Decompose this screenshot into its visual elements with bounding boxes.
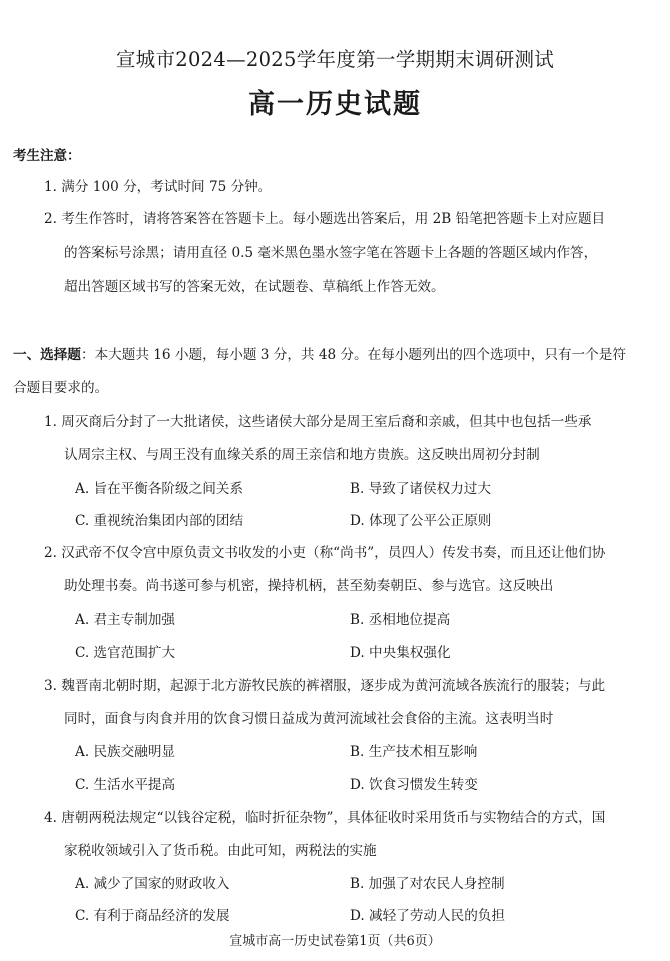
- notice-item-1: 1. 满分 100 分，考试时间 75 分钟。: [44, 179, 272, 195]
- question-3-option-d: D. 饮食习惯发生转变: [350, 777, 478, 793]
- exam-title: 宣城市2024—2025学年度第一学期期末调研测试: [115, 48, 555, 71]
- question-4-option-b: B. 加强了对农民人身控制: [350, 876, 505, 892]
- question-4-stem-line-1: 4. 唐朝两税法规定“以钱谷定税，临时折征杂物”，具体征收时采用货币与实物结合的方式，国: [44, 810, 606, 826]
- question-1-option-a: A. 旨在平衡各阶级之间关系: [75, 481, 243, 497]
- question-3-stem-line-2: 同时，面食与肉食并用的饮食习惯日益成为黄河流域社会食俗的主流。这表明当时: [64, 711, 554, 727]
- question-2-option-b: B. 丞相地位提高: [350, 612, 451, 628]
- notice-heading: 考生注意：: [13, 148, 81, 164]
- question-3-option-a: A. 民族交融明显: [75, 744, 176, 760]
- section-1-intro-text: ：本大题共 16 小题，每小题 3 分，共 48 分。在每小题列出的四个选项中，只有一个是符: [80, 347, 626, 363]
- question-2-option-c: C. 选官范围扩大: [75, 645, 176, 661]
- question-4-option-c: C. 有利于商品经济的发展: [75, 908, 230, 924]
- question-2-option-a: A. 君主专制加强: [75, 612, 176, 628]
- question-1-option-c: C. 重视统治集团内部的团结: [75, 513, 244, 529]
- question-2-stem-line-1: 2. 汉武帝不仅令宫中原负责文书收发的小吏（称“尚书”，员四人）传发书奏，而且还让他们协: [44, 545, 606, 561]
- question-1-option-d: D. 体现了公平公正原则: [350, 513, 492, 529]
- page-footer: 宣城市高一历史试卷第1页（共6页）: [229, 934, 441, 949]
- question-4-option-d: D. 减轻了劳动人民的负担: [350, 908, 505, 924]
- section-1-intro-line-1: [13, 346, 626, 364]
- question-3-option-b: B. 生产技术相互影响: [350, 744, 478, 760]
- subject-title: 高一历史试题: [248, 89, 422, 120]
- question-4-stem-line-2: 家税收领域引入了货币税。由此可知，两税法的实施: [64, 843, 377, 859]
- question-3-option-c: C. 生活水平提高: [75, 777, 176, 793]
- section-1-heading: 一、选择题: [13, 347, 81, 363]
- section-1-intro-line-2: 合题目要求的。: [13, 380, 109, 396]
- question-3-stem-line-1: 3. 魏晋南北朝时期，起源于北方游牧民族的裤褶服，逐步成为黄河流域各族流行的服装；与此: [44, 678, 606, 694]
- notice-item-2-line-2: 的答案标号涂黑；请用直径 0.5 毫米黑色墨水签字笔在答题卡上各题的答题区域内作答，: [64, 245, 598, 261]
- question-4-option-a: A. 减少了国家的财政收入: [75, 876, 230, 892]
- question-1-stem-line-1: 1. 周灭商后分封了一大批诸侯，这些诸侯大部分是周王室后裔和亲戚，但其中也包括一些承: [44, 414, 592, 430]
- question-1-option-b: B. 导致了诸侯权力过大: [350, 481, 491, 497]
- question-1-stem-line-2: 认周宗主权、与周王没有血缘关系的周王亲信和地方贵族。这反映出周初分封制: [64, 447, 540, 463]
- notice-item-2-line-1: 2. 考生作答时，请将答案答在答题卡上。每小题选出答案后，用 2B 铅笔把答题卡上对应题目: [44, 211, 606, 227]
- question-2-stem-line-2: 助处理书奏。尚书遂可参与机密，操持机柄，甚至劾奏朝臣、参与选官。这反映出: [64, 578, 554, 594]
- notice-item-2-line-3: 超出答题区域书写的答案无效，在试题卷、草稿纸上作答无效。: [64, 279, 445, 295]
- question-2-option-d: D. 中央集权强化: [350, 645, 451, 661]
